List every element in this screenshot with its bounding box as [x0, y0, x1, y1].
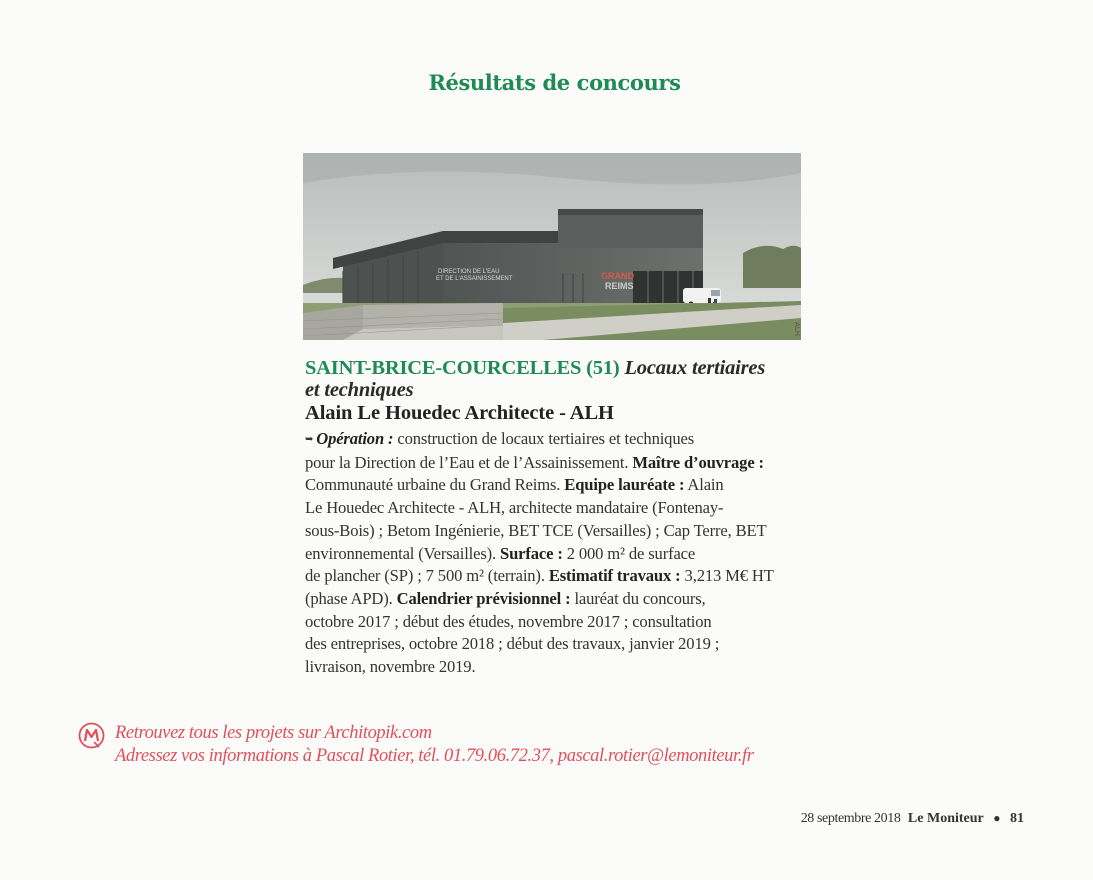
body-text-segment: Le Houedec Architecte - ALH, architecte mandataire (Fontenay-	[305, 498, 724, 518]
facade-sign-line2: ET DE L'ASSAINISSEMENT	[436, 276, 513, 282]
note-contact[interactable]: Adressez vos informations à Pascal Rotier, tél. 01.79.06.72.37, pascal.rotier@lemoniteur.fr	[115, 746, 754, 766]
body-line	[305, 474, 805, 497]
body-line	[305, 428, 805, 452]
facade-sign-line1: DIRECTION DE L'EAU	[438, 269, 500, 275]
headline	[305, 357, 805, 401]
arrow-icon: ➥	[305, 434, 314, 445]
body-line	[305, 611, 805, 634]
body-label: Maître d’ouvrage :	[632, 452, 764, 472]
body-text-segment: environnemental (Versailles).	[305, 543, 501, 563]
body-text-segment: des entreprises, octobre 2018 ; début des travaux, janvier 2019 ;	[305, 634, 720, 654]
article-body	[305, 428, 805, 679]
body-line	[305, 656, 805, 679]
body-label: Equipe lauréate :	[564, 475, 685, 495]
article	[305, 357, 805, 679]
photo-credit: ALH	[793, 322, 801, 336]
body-text-segment: Communauté urbaine du Grand Reims.	[305, 475, 565, 495]
body-text-segment: de plancher (SP) ; 7 500 m² (terrain).	[305, 566, 549, 586]
body-line	[305, 565, 805, 588]
grand-reims-logo-line1: GRAND	[601, 271, 634, 281]
body-text-segment: 2 000 m² de surface	[562, 543, 696, 563]
headline-location: SAINT-BRICE-COURCELLES (51)	[305, 357, 620, 379]
body-line	[305, 543, 805, 566]
body-label: Estimatif travaux :	[548, 566, 681, 586]
body-line	[305, 588, 805, 611]
body-label: Opération :	[316, 429, 394, 448]
body-text-segment: octobre 2017 ; début des études, novembre 2017 ; consultation	[305, 611, 712, 631]
body-text-segment: pour la Direction de l’Eau et de l’Assainissement.	[305, 452, 633, 472]
body-line	[305, 520, 805, 543]
body-text-segment: lauréat du concours,	[570, 588, 706, 608]
body-text-segment: Alain	[684, 475, 724, 495]
section-title: Résultats de concours	[428, 70, 681, 95]
project-photo	[303, 153, 801, 340]
grand-reims-logo-line2: REIMS	[605, 281, 634, 291]
body-label: Calendrier prévisionnel :	[396, 588, 571, 608]
bullet-separator: ●	[993, 811, 1001, 825]
moniteur-logo-icon	[78, 722, 105, 749]
publication-name: Le Moniteur	[907, 811, 984, 826]
footer-note	[115, 722, 754, 768]
body-line	[305, 497, 805, 520]
body-text-segment: construction de locaux tertiaires et techniques	[393, 429, 695, 448]
issue-date: 28 septembre 2018	[800, 811, 901, 826]
page-folio	[801, 811, 1024, 827]
body-label: Surface :	[500, 543, 563, 563]
body-text-segment: livraison, novembre 2019.	[305, 657, 476, 677]
body-text-segment: sous-Bois) ; Betom Ingénierie, BET TCE (Versailles) ; Cap Terre, BET	[305, 520, 767, 540]
body-text-segment: 3,213 M€ HT	[680, 566, 774, 586]
body-text-segment: (phase APD).	[305, 588, 397, 608]
page-number: 81	[1010, 811, 1024, 826]
architect-name: Alain Le Houedec Architecte - ALH	[305, 402, 614, 424]
headline-program: Locaux tertiaires	[624, 357, 766, 379]
body-line	[305, 452, 805, 475]
body-line	[305, 633, 805, 656]
note-projects-link[interactable]: Retrouvez tous les projets sur Architopik.com	[115, 723, 432, 743]
headline-program-cont: et techniques	[305, 379, 414, 401]
